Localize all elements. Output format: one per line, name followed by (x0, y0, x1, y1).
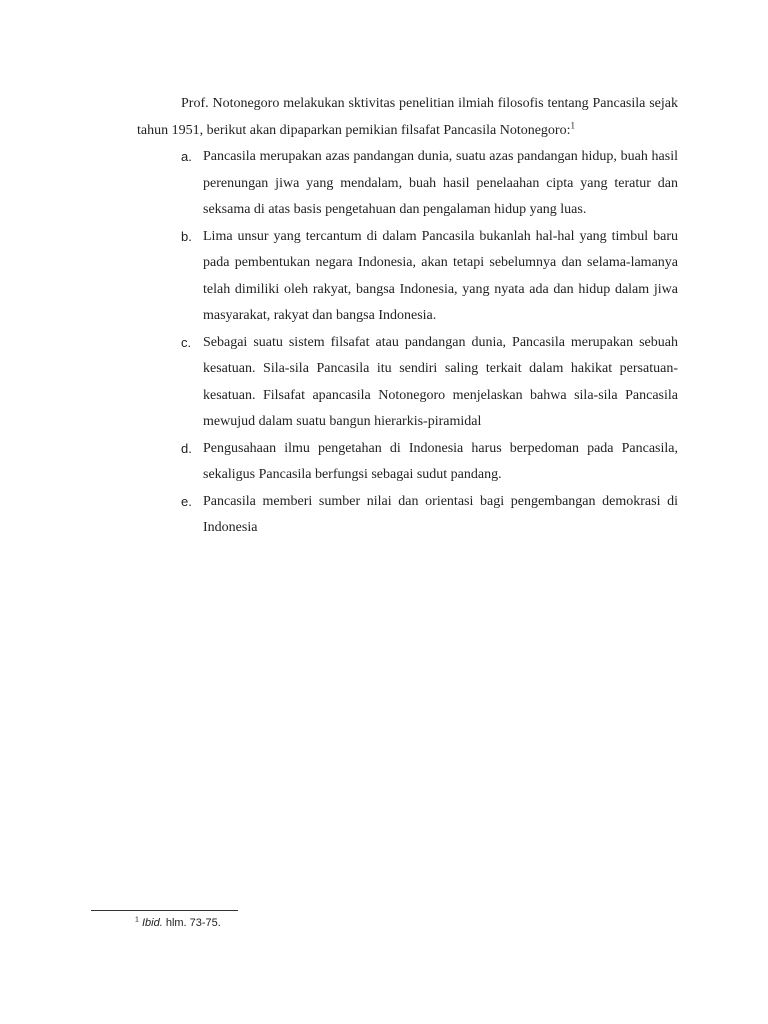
list-marker: e. (181, 493, 192, 509)
list-item-d (137, 436, 678, 489)
list-item-b (137, 224, 678, 330)
footnote-pages: hlm. 73-75. (162, 917, 221, 929)
footnote-reference[interactable]: 1 (570, 119, 575, 130)
list-item-c (137, 330, 678, 436)
list-item-text: Pengusahaan ilmu pengetahan di Indonesia harus berpedoman pada Pancasila, sekaligus Pancasila berfungsi sebagai sudut pandang. (203, 440, 678, 482)
list-marker: a. (181, 149, 192, 164)
list-marker: c. (181, 334, 192, 350)
list-item-text: Pancasila merupakan azas pandangan dunia, suatu azas pandangan hidup, buah hasil perenungan jiwa yang mendalam, buah hasil penelaahan cipta yang teratur dan seksama di atas basis pengetahuan dan pengalaman hidup yang luas. (203, 149, 678, 217)
footnote-separator (91, 910, 238, 911)
points-list (137, 144, 678, 542)
list-item-text: Pancasila memberi sumber nilai dan orientasi bagi pengembangan demokrasi di Indonesia (203, 493, 678, 535)
list-item-a (137, 144, 678, 224)
intro-text: Prof. Notonegoro melakukan sktivitas penelitian ilmiah filosofis tentang Pancasila sejak tahun 1951, berikut akan dipaparkan pemikian filsafat Pancasila Notonegoro: (137, 96, 678, 138)
list-item-text: Sebagai suatu sistem filsafat atau pandangan dunia, Pancasila merupakan sebuah kesatuan. Sila-sila Pancasila itu sendiri saling terkait dalam hakikat persatuan-kesatuan. Filsafat apancasila Notonegoro menjelaskan bahwa sila-sila Pancasila mewujud dalam suatu bangun hierarkis-piramidal (203, 334, 678, 429)
list-marker: d. (181, 440, 192, 456)
footnote-source: Ibid. (141, 917, 163, 929)
intro-paragraph (137, 91, 678, 144)
list-marker: b. (181, 228, 192, 244)
list-item-e (137, 489, 678, 542)
footnote (135, 916, 221, 930)
list-item-text: Lima unsur yang tercantum di dalam Pancasila bukanlah hal-hal yang timbul baru pada pembentukan negara Indonesia, akan tetapi sebelumnya dan selama-lamanya telah dimiliki oleh rakyat, bangsa Indonesia, yang nyata ada dan hidup dalam jiwa masyarakat, rakyat dan bangsa Indonesia. (203, 228, 678, 323)
footnote-number: 1 (135, 916, 139, 924)
